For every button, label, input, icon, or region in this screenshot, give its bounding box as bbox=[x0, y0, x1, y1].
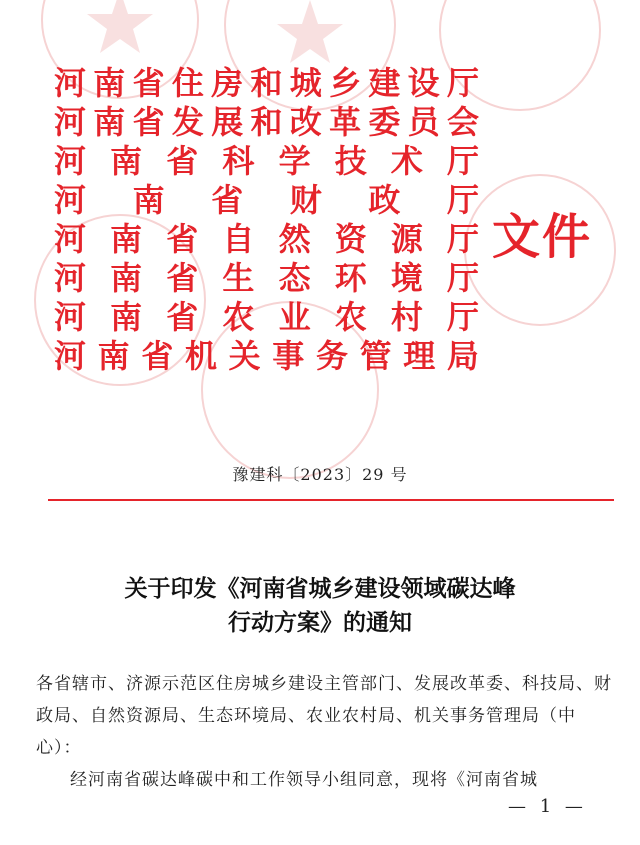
agency-name: 河 南 省 农 业 农 村 厅 bbox=[54, 298, 479, 336]
body-paragraph: 经河南省碳达峰碳中和工作领导小组同意，现将《河南省城 bbox=[70, 770, 538, 790]
document-word: 文件 bbox=[492, 209, 593, 265]
notice-body bbox=[36, 668, 616, 796]
page-number: — 1 — bbox=[508, 796, 587, 817]
title-line-1: 关于印发《河南省城乡建设领域碳达峰 bbox=[124, 575, 516, 602]
recipients-paragraph: 各省辖市、济源示范区住房城乡建设主管部门、发展改革委、科技局、财政局、自然资源局、生态环境局、农业农村局、机关事务管理局（中心）： bbox=[36, 674, 612, 758]
document-number: 豫建科〔2023〕29 号 bbox=[232, 465, 408, 484]
agency-name: 河 南 省 财 政 厅 bbox=[54, 181, 479, 219]
agency-name: 河 南 省 自 然 资 源 厅 bbox=[54, 220, 479, 258]
agency-name: 河 南 省 机 关 事 务 管 理 局 bbox=[54, 337, 479, 375]
agency-name: 河 南 省 住 房 和 城 乡 建 设 厅 bbox=[54, 64, 479, 102]
agency-name: 河 南 省 科 学 技 术 厅 bbox=[54, 142, 479, 180]
title-line-2: 行动方案》的通知 bbox=[228, 609, 412, 636]
agency-name: 河 南 省 发 展 和 改 革 委 员 会 bbox=[54, 103, 479, 141]
issuing-agencies bbox=[54, 64, 479, 376]
agency-name: 河 南 省 生 态 环 境 厅 bbox=[54, 259, 479, 297]
red-separator-line bbox=[48, 499, 614, 501]
notice-title bbox=[0, 572, 640, 640]
